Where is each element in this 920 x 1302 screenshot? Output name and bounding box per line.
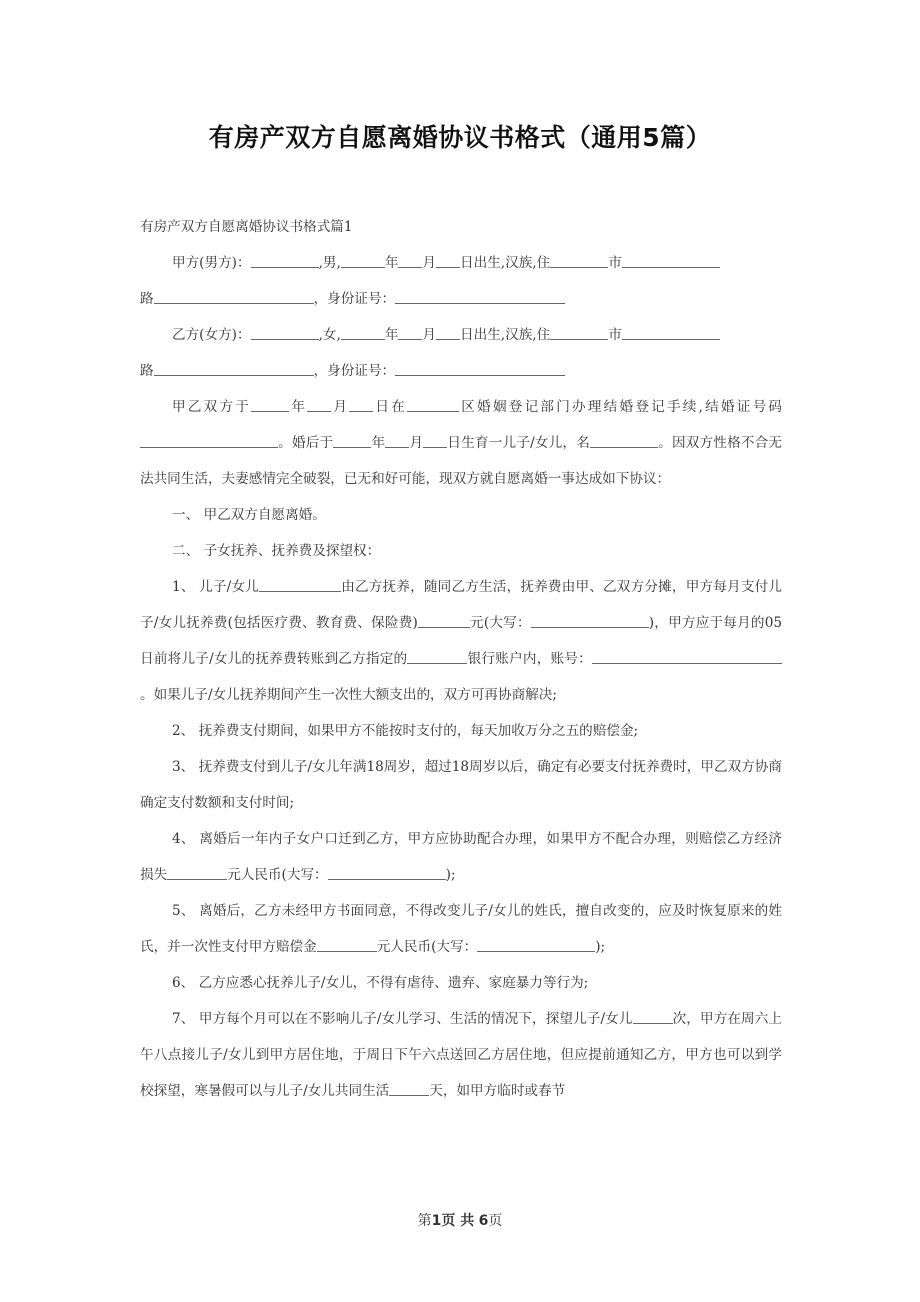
paragraph-text: 市 — [608, 255, 622, 271]
paragraph-text: 年 — [371, 435, 386, 451]
fill-in-blank[interactable] — [341, 325, 385, 340]
paragraph-text: 乙方(女方)： — [172, 327, 251, 343]
paragraph-text: 1、 儿子/女儿 — [172, 579, 260, 595]
paragraph-text: ，身份证号： — [313, 363, 396, 379]
paragraph-text: ,男, — [318, 255, 341, 271]
paragraph-text: 2、 抚养费支付期间，如果甲方不能按时支付的，每天加收万分之五的赔偿金; — [172, 723, 639, 739]
paragraph-text: 路 — [140, 363, 154, 379]
paragraph-text: )，甲方应于每月的05日前将儿子/女儿的抚养费转账到乙方指定的 — [140, 615, 783, 667]
fill-in-blank[interactable] — [550, 253, 608, 268]
fill-in-blank[interactable] — [395, 361, 565, 376]
fill-in-blank[interactable] — [622, 325, 720, 340]
paragraph-text: ,女, — [318, 327, 341, 343]
paragraph-text: 6、 乙方应悉心抚养儿子/女儿，不得有虐待、遗弃、家庭暴力等行为; — [172, 975, 589, 991]
paragraph-text: ); — [445, 867, 456, 883]
fill-in-blank[interactable] — [531, 613, 649, 628]
fill-in-blank[interactable] — [407, 649, 467, 664]
paragraph-text: 。因双方性格不合无法共同生活，夫妻感情完全破裂，已无和好可能，现双方就自愿离婚一事达成如下协议： — [140, 435, 783, 487]
paragraph-list — [140, 245, 782, 1109]
paragraph-clause-2 — [140, 713, 782, 749]
paragraph-clause-3 — [140, 749, 782, 821]
fill-in-blank[interactable] — [140, 433, 278, 448]
paragraph-text: 二、 子女抚养、抚养费及探望权： — [172, 543, 381, 559]
fill-in-blank[interactable] — [389, 1081, 429, 1096]
paragraph-text: 一、 甲乙双方自愿离婚。 — [172, 507, 326, 523]
paragraph-clause-4 — [140, 821, 782, 893]
fill-in-blank[interactable] — [436, 325, 460, 340]
fill-in-blank[interactable] — [436, 253, 460, 268]
paragraph-party-a-2 — [140, 281, 782, 317]
footer-prefix: 第 — [417, 1213, 432, 1229]
paragraph-text: 元人民币(大写： — [227, 867, 328, 883]
fill-in-blank[interactable] — [622, 253, 720, 268]
fill-in-blank[interactable] — [592, 649, 782, 664]
paragraph-text: 3、 抚养费支付到儿子/女儿年满18周岁，超过18周岁以后，确定有必要支付抚养费时，甲乙双方协商确定支付数额和支付时间; — [140, 759, 782, 811]
fill-in-blank[interactable] — [341, 253, 385, 268]
document-body — [140, 209, 782, 1109]
section-heading: 有房产双方自愿离婚协议书格式篇1 — [140, 219, 353, 235]
paragraph-party-a — [140, 245, 782, 281]
paragraph-text: 由乙方抚养，随同乙方生活，抚养费由甲、乙双方分摊，甲方每月支付儿子/女儿抚养费(包括医疗费、教育费、保险费) — [140, 579, 782, 631]
paragraph-clause-5 — [140, 893, 782, 965]
paragraph-text: 5、 离婚后，乙方未经甲方书面同意，不得改变儿子/女儿的姓氏，擅自改变的，应及时恢复原来的姓氏，并一次性支付甲方赔偿金 — [140, 903, 782, 955]
fill-in-blank[interactable] — [633, 1009, 673, 1024]
fill-in-blank[interactable] — [590, 433, 658, 448]
fill-in-blank[interactable] — [328, 865, 446, 880]
fill-in-blank[interactable] — [398, 253, 422, 268]
footer-suffix: 页 — [488, 1213, 503, 1229]
fill-in-blank[interactable] — [251, 325, 319, 340]
paragraph-text: ); — [595, 939, 606, 955]
paragraph-text: 日生育一儿子/女儿，名 — [447, 435, 590, 451]
fill-in-blank[interactable] — [385, 433, 409, 448]
paragraph-text: 日出生,汉族,住 — [460, 327, 551, 343]
fill-in-blank[interactable] — [333, 433, 371, 448]
paragraph-text: 年 — [289, 399, 308, 415]
fill-in-blank[interactable] — [550, 325, 608, 340]
paragraph-text: 甲乙双方于 — [172, 399, 252, 415]
fill-in-blank[interactable] — [259, 577, 341, 592]
fill-in-blank[interactable] — [154, 361, 314, 376]
paragraph-text: 元人民币(大写： — [376, 939, 478, 955]
fill-in-blank[interactable] — [307, 397, 331, 412]
fill-in-blank[interactable] — [418, 613, 470, 628]
fill-in-blank[interactable] — [477, 937, 595, 952]
paragraph-text: 日出生,汉族,住 — [460, 255, 551, 271]
paragraph-item-1 — [140, 497, 782, 533]
paragraph-text: 月 — [409, 435, 424, 451]
fill-in-blank[interactable] — [349, 397, 373, 412]
paragraph-text: 年 — [384, 327, 399, 343]
paragraph-text: 月 — [422, 255, 437, 271]
current-page-number: 1 — [431, 1213, 442, 1229]
footer-middle: 页 共 — [441, 1213, 475, 1229]
paragraph-text: 月 — [422, 327, 437, 343]
fill-in-blank[interactable] — [317, 937, 377, 952]
fill-in-blank[interactable] — [154, 289, 314, 304]
paragraph-text: 元(大写： — [469, 615, 531, 631]
paragraph-text: 银行账户内，账号： — [467, 651, 592, 667]
fill-in-blank[interactable] — [407, 397, 459, 412]
paragraph-text: 次，甲方在周六上午八点接儿子/女儿到甲方居住地，于周日下午六点送回乙方居住地，但应提前通知乙方，甲方也可以到学校探望，寒暑假可以与儿子/女儿共同生活 — [140, 1011, 782, 1099]
paragraph-text: 月 — [331, 399, 350, 415]
fill-in-blank[interactable] — [167, 865, 227, 880]
paragraph-marriage — [140, 389, 782, 497]
paragraph-clause-7 — [140, 1001, 782, 1109]
paragraph-party-b-2 — [140, 353, 782, 389]
paragraph-party-b — [140, 317, 782, 353]
paragraph-text: 日在 — [373, 399, 408, 415]
total-pages-number: 6 — [478, 1213, 489, 1229]
paragraph-text: 年 — [384, 255, 399, 271]
page-footer — [0, 1210, 920, 1230]
paragraph-text: 天，如甲方临时或春节 — [429, 1083, 566, 1099]
document-title: 有房产双方自愿离婚协议书格式（通用5篇） — [208, 123, 712, 152]
paragraph-text: 。婚后于 — [278, 435, 334, 451]
paragraph-text: ，身份证号： — [313, 291, 396, 307]
paragraph-text: 区婚姻登记部门办理结婚登记手续,结婚证号码 — [459, 399, 783, 415]
fill-in-blank[interactable] — [423, 433, 447, 448]
fill-in-blank[interactable] — [251, 253, 319, 268]
paragraph-item-2 — [140, 533, 782, 569]
paragraph-text: 。如果儿子/女儿抚养期间产生一次性大额支出的，双方可再协商解决; — [140, 687, 557, 703]
paragraph-text: 甲方(男方)： — [172, 255, 251, 271]
paragraph-clause-1 — [140, 569, 782, 713]
fill-in-blank[interactable] — [398, 325, 422, 340]
paragraph-text: 4、 离婚后一年内子女户口迁到乙方，甲方应协助配合办理，如果甲方不配合办理，则赔偿乙方经济损失 — [140, 831, 782, 883]
fill-in-blank[interactable] — [395, 289, 565, 304]
paragraph-clause-6 — [140, 965, 782, 1001]
paragraph-text: 市 — [608, 327, 622, 343]
paragraph-text: 路 — [140, 291, 154, 307]
fill-in-blank[interactable] — [251, 397, 289, 412]
paragraph-text: 7、 甲方每个月可以在不影响儿子/女儿学习、生活的情况下，探望儿子/女儿 — [172, 1011, 633, 1027]
